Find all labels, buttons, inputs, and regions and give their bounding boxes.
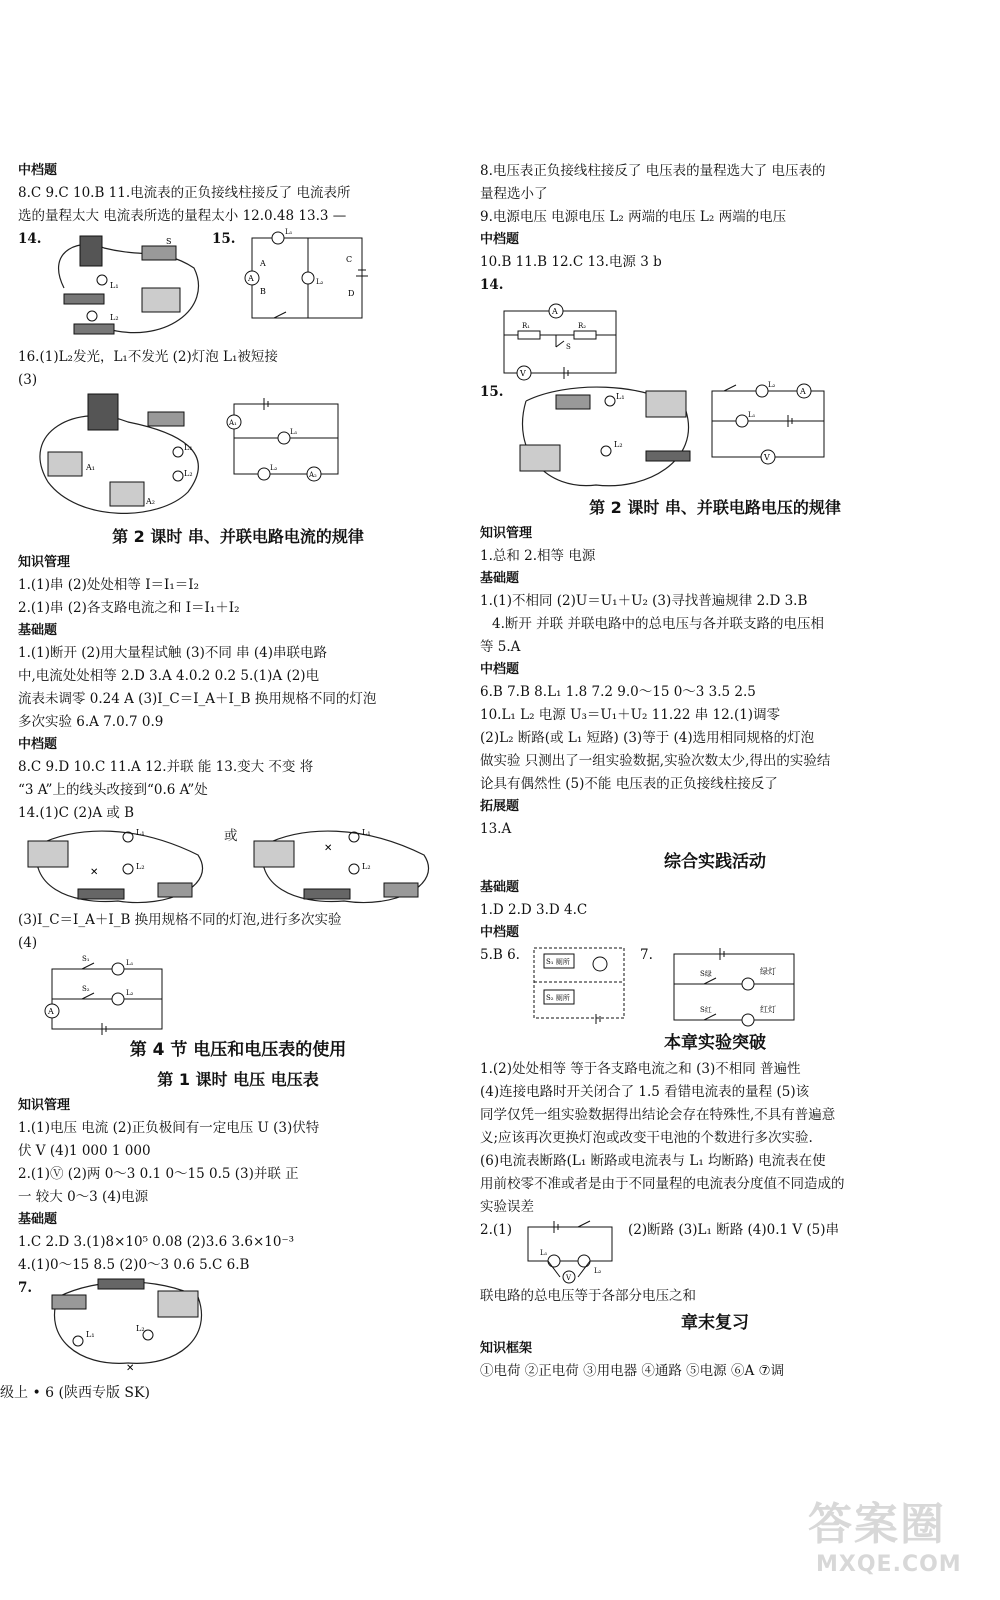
svg-text:L₂: L₂ bbox=[270, 464, 278, 472]
answer-line: 伏 V (4)1 000 1 000 bbox=[18, 1143, 151, 1159]
circuit-photo-15 bbox=[506, 381, 696, 493]
circuit-diagram-16 bbox=[224, 392, 344, 482]
right-column bbox=[480, 160, 950, 1383]
question-number: 15. bbox=[480, 384, 504, 400]
knowledge-heading: 知识管理 bbox=[480, 526, 533, 541]
answer-line: 2.(1) bbox=[480, 1222, 513, 1238]
answer-line: 等 5.A bbox=[480, 639, 521, 655]
svg-text:A: A bbox=[48, 1007, 54, 1016]
circuit-diagram-14 bbox=[494, 297, 634, 381]
circuit-photo-14-a bbox=[18, 825, 218, 909]
or-label: 或 bbox=[224, 828, 238, 844]
question-number: 15. bbox=[212, 231, 236, 247]
svg-text:V: V bbox=[566, 1274, 572, 1282]
svg-text:A: A bbox=[552, 307, 558, 316]
svg-text:R₁: R₁ bbox=[522, 322, 531, 330]
answer-line: 13.A bbox=[480, 821, 512, 837]
svg-text:L₂: L₂ bbox=[184, 469, 193, 478]
svg-text:L₁: L₁ bbox=[361, 828, 371, 837]
answer-line: (4)连接电路时开关闭合了 1.5 看错电流表的量程 (5)该 bbox=[480, 1084, 810, 1100]
answer-line: 1.(1)不相同 (2)U＝U₁＋U₂ (3)寻找普遍规律 2.D 3.B bbox=[480, 593, 808, 609]
answer-line: 量程选小了 bbox=[480, 186, 548, 202]
answer-line: 4.断开 并联 并联电路中的总电压与各并联支路的电压相 bbox=[492, 616, 824, 632]
svg-text:L₁: L₁ bbox=[126, 959, 134, 967]
svg-text:L₂: L₂ bbox=[594, 1267, 602, 1275]
answer-line: (3)I_C＝I_A＋I_B 换用规格不同的灯泡,进行多次实验 bbox=[18, 912, 342, 928]
answer-line: (3) bbox=[18, 372, 38, 388]
basic-heading: 基础题 bbox=[480, 571, 520, 586]
question-number: 7. bbox=[18, 1280, 33, 1296]
answer-line: 流表未调零 0.24 A (3)I_C＝I_A＋I_B 换用规格不同的灯泡 bbox=[18, 691, 377, 707]
knowledge-heading: 知识管理 bbox=[18, 1098, 71, 1113]
section-title: 本章实验突破 bbox=[664, 1033, 766, 1053]
svg-text:L₂: L₂ bbox=[614, 440, 623, 449]
svg-text:✕: ✕ bbox=[126, 1363, 135, 1373]
svg-text:S₂ 厕所: S₂ 厕所 bbox=[546, 994, 570, 1002]
knowledge-heading: 知识管理 bbox=[18, 555, 71, 570]
answer-line: (4) bbox=[18, 935, 38, 951]
svg-text:C: C bbox=[346, 255, 353, 264]
svg-text:L₁: L₁ bbox=[110, 281, 119, 290]
medium-heading: 中档题 bbox=[480, 232, 520, 247]
svg-text:L₂: L₂ bbox=[361, 862, 371, 871]
answer-line: 1.总和 2.相等 电源 bbox=[480, 548, 596, 564]
svg-text:D: D bbox=[348, 289, 355, 298]
section-title: 章末复习 bbox=[681, 1313, 749, 1333]
circuit-diagram-15 bbox=[702, 381, 832, 471]
section-title: 第 4 节 电压和电压表的使用 bbox=[129, 1040, 347, 1060]
answer-line: 1.C 2.D 3.(1)8×10⁵ 0.08 (2)3.6 3.6×10⁻³ bbox=[18, 1234, 295, 1250]
answer-line: 论具有偶然性 (5)不能 电压表的正负接线柱接反了 bbox=[480, 776, 778, 792]
svg-text:S红: S红 bbox=[700, 1006, 712, 1014]
svg-text:A: A bbox=[248, 274, 254, 283]
circuit-diagram-14-4 bbox=[42, 955, 182, 1035]
svg-text:L₁: L₁ bbox=[540, 1249, 548, 1257]
answer-line: 6.B 7.B 8.L₁ 1.8 7.2 9.0～15 0～3 3.5 2.5 bbox=[480, 684, 756, 700]
svg-text:L₂: L₂ bbox=[126, 989, 134, 997]
svg-text:A: A bbox=[800, 387, 806, 396]
answer-line: 7. bbox=[640, 947, 653, 963]
answer-line: 9.电源电压 电源电压 L₂ 两端的电压 L₂ 两端的电压 bbox=[480, 209, 787, 225]
svg-text:A₁: A₁ bbox=[86, 463, 95, 472]
answer-line: 1.D 2.D 3.D 4.C bbox=[480, 902, 588, 918]
medium-heading: 中档题 bbox=[480, 925, 520, 940]
figure-row-16 bbox=[18, 392, 458, 522]
section-title: 综合实践活动 bbox=[664, 852, 766, 872]
svg-text:绿灯: 绿灯 bbox=[760, 967, 776, 976]
svg-text:L₁: L₁ bbox=[86, 1330, 95, 1339]
answer-line: 多次实验 6.A 7.0.7 0.9 bbox=[18, 714, 164, 730]
circuit-photo-16 bbox=[18, 392, 218, 522]
lesson-title: 第 2 课时 串、并联电路电流的规律 bbox=[112, 527, 364, 546]
svg-text:L₂: L₂ bbox=[110, 313, 119, 322]
figure-row-14-15 bbox=[18, 228, 458, 346]
medium-heading: 中档题 bbox=[18, 737, 58, 752]
medium-heading: 中档题 bbox=[18, 163, 58, 178]
extension-heading: 拓展题 bbox=[480, 799, 520, 814]
answer-line: 14.(1)C (2)A 或 B bbox=[18, 805, 135, 821]
svg-text:L₁: L₁ bbox=[184, 443, 193, 452]
svg-text:L₁: L₁ bbox=[136, 828, 145, 837]
svg-text:L₂: L₂ bbox=[768, 381, 776, 389]
answer-line: 1.(2)处处相等 等于各支路电流之和 (3)不相同 普遍性 bbox=[480, 1061, 801, 1077]
answer-line: 选的量程太大 电流表所选的量程太小 12.0.48 13.3 — bbox=[18, 208, 347, 224]
svg-text:L₁: L₁ bbox=[748, 411, 756, 419]
page-footer: 级上 • 6 (陕西专版 SK) bbox=[0, 1385, 150, 1401]
figure-row-15 bbox=[480, 381, 950, 493]
lesson-title: 第 1 课时 电压 电压表 bbox=[157, 1070, 319, 1089]
answer-line: 8.电压表正负接线柱接反了 电压表的量程选大了 电压表的 bbox=[480, 163, 826, 179]
circuit-photo-14 bbox=[44, 228, 204, 346]
answer-line: 联电路的总电压等于各部分电压之和 bbox=[480, 1288, 696, 1304]
basic-heading: 基础题 bbox=[18, 1212, 58, 1227]
basic-heading: 基础题 bbox=[18, 623, 58, 638]
medium-heading: 中档题 bbox=[480, 662, 520, 677]
answer-line: 实验误差 bbox=[480, 1199, 534, 1215]
svg-text:A₁: A₁ bbox=[229, 419, 237, 427]
answer-line: 一 较大 0～3 (4)电源 bbox=[18, 1189, 149, 1205]
circuit-photo-14-b bbox=[244, 825, 444, 909]
answer-line: 16.(1)L₂发光，L₁不发光 (2)灯泡 L₁被短接 bbox=[18, 349, 278, 365]
svg-text:S₁ 厕所: S₁ 厕所 bbox=[546, 958, 570, 966]
svg-text:L₁: L₁ bbox=[616, 392, 625, 401]
lesson-title: 第 2 课时 串、并联电路电压的规律 bbox=[589, 498, 841, 517]
answer-line: 同学仅凭一组实验数据得出结论会存在特殊性,不具有普遍意 bbox=[480, 1107, 836, 1123]
circuit-diagram-6 bbox=[526, 944, 630, 1024]
answer-line: 1.(1)断开 (2)用大量程试触 (3)不同 串 (4)串联电路 bbox=[18, 645, 328, 661]
svg-text:L₁: L₁ bbox=[290, 428, 298, 436]
svg-text:S₂: S₂ bbox=[82, 985, 90, 993]
answer-line: “3 A”上的线头改接到“0.6 A”处 bbox=[18, 782, 208, 798]
svg-text:✕: ✕ bbox=[323, 843, 332, 854]
svg-text:R₂: R₂ bbox=[578, 322, 587, 330]
answer-line: 4.(1)0～15 8.5 (2)0～3 0.6 5.C 6.B bbox=[18, 1257, 250, 1273]
circuit-diagram-7 bbox=[664, 944, 804, 1028]
figure-row-6-7 bbox=[480, 944, 950, 1028]
figure-row-14b bbox=[18, 825, 458, 909]
answer-line: 10.B 11.B 12.C 13.电源 3 b bbox=[480, 254, 662, 270]
circuit-diagram-15 bbox=[238, 228, 368, 328]
answer-line: 5.B 6. bbox=[480, 947, 520, 963]
circuit-diagram-lab-2 bbox=[520, 1219, 620, 1285]
svg-text:L₂: L₂ bbox=[316, 278, 324, 286]
figure-row-7 bbox=[18, 1277, 458, 1373]
svg-text:L₂: L₂ bbox=[136, 1324, 145, 1333]
answer-line: 1.(1)电压 电流 (2)正负极间有一定电压 U (3)伏特 bbox=[18, 1120, 320, 1136]
framework-heading: 知识框架 bbox=[480, 1341, 533, 1356]
svg-text:A₂: A₂ bbox=[146, 497, 155, 506]
svg-text:S: S bbox=[166, 237, 172, 246]
svg-text:B: B bbox=[260, 287, 266, 296]
svg-text:S: S bbox=[566, 343, 571, 351]
svg-text:✕: ✕ bbox=[90, 867, 99, 878]
svg-text:S₁: S₁ bbox=[82, 955, 90, 963]
answer-line: 义;应该再次更换灯泡或改变干电池的个数进行多次实验. bbox=[480, 1130, 813, 1146]
figure-row-lab-2 bbox=[480, 1219, 950, 1285]
question-number: 14. bbox=[18, 231, 42, 247]
question-number: 14. bbox=[480, 277, 504, 293]
svg-text:V: V bbox=[520, 369, 526, 378]
svg-text:V: V bbox=[764, 453, 770, 462]
answer-line: 用前校零不准或者是由于不同量程的电流表分度值不同造成的 bbox=[480, 1176, 845, 1192]
answer-line: 2.(1)串 (2)各支路电流之和 I＝I₁＋I₂ bbox=[18, 600, 240, 616]
svg-text:红灯: 红灯 bbox=[760, 1005, 776, 1014]
watermark-logo bbox=[808, 1488, 962, 1577]
svg-text:A₂: A₂ bbox=[309, 471, 317, 479]
answer-line: 8.C 9.C 10.B 11.电流表的正负接线柱接反了 电流表所 bbox=[18, 185, 351, 201]
answer-line: 8.C 9.D 10.C 11.A 12.并联 能 13.变大 不变 将 bbox=[18, 759, 314, 775]
answer-line: 1.(1)串 (2)处处相等 I＝I₁＝I₂ bbox=[18, 577, 200, 593]
answer-line: 2.(1)Ⓥ (2)两 0～3 0.1 0～15 0.5 (3)并联 正 bbox=[18, 1166, 299, 1182]
answer-line: (2)断路 (3)L₁ 断路 (4)0.1 V (5)串 bbox=[628, 1222, 840, 1238]
watermark-url: MXQE.COM bbox=[816, 1552, 962, 1577]
svg-text:L₂: L₂ bbox=[136, 862, 145, 871]
basic-heading: 基础题 bbox=[480, 880, 520, 895]
left-column bbox=[18, 160, 458, 1373]
circuit-photo-7 bbox=[38, 1277, 208, 1373]
svg-text:S绿: S绿 bbox=[700, 970, 712, 978]
answer-line: 中,电流处处相等 2.D 3.A 4.0.2 0.2 5.(1)A (2)电 bbox=[18, 668, 320, 684]
svg-text:A: A bbox=[260, 259, 266, 268]
answer-line: ①电荷 ②正电荷 ③用电器 ④通路 ⑤电源 ⑥A ⑦调 bbox=[480, 1363, 785, 1379]
answer-line: (6)电流表断路(L₁ 断路或电流表与 L₁ 均断路) 电流表在使 bbox=[480, 1153, 826, 1169]
answer-line: 10.L₁ L₂ 电源 U₃＝U₁＋U₂ 11.22 串 12.(1)调零 bbox=[480, 707, 781, 723]
svg-text:L₁: L₁ bbox=[285, 228, 293, 236]
answer-line: 做实验 只测出了一组实验数据,实验次数太少,得出的实验结 bbox=[480, 753, 831, 769]
watermark-text: 答案圈 bbox=[808, 1499, 946, 1550]
answer-line: (2)L₂ 断路(或 L₁ 短路) (3)等于 (4)选用相同规格的灯泡 bbox=[480, 730, 815, 746]
